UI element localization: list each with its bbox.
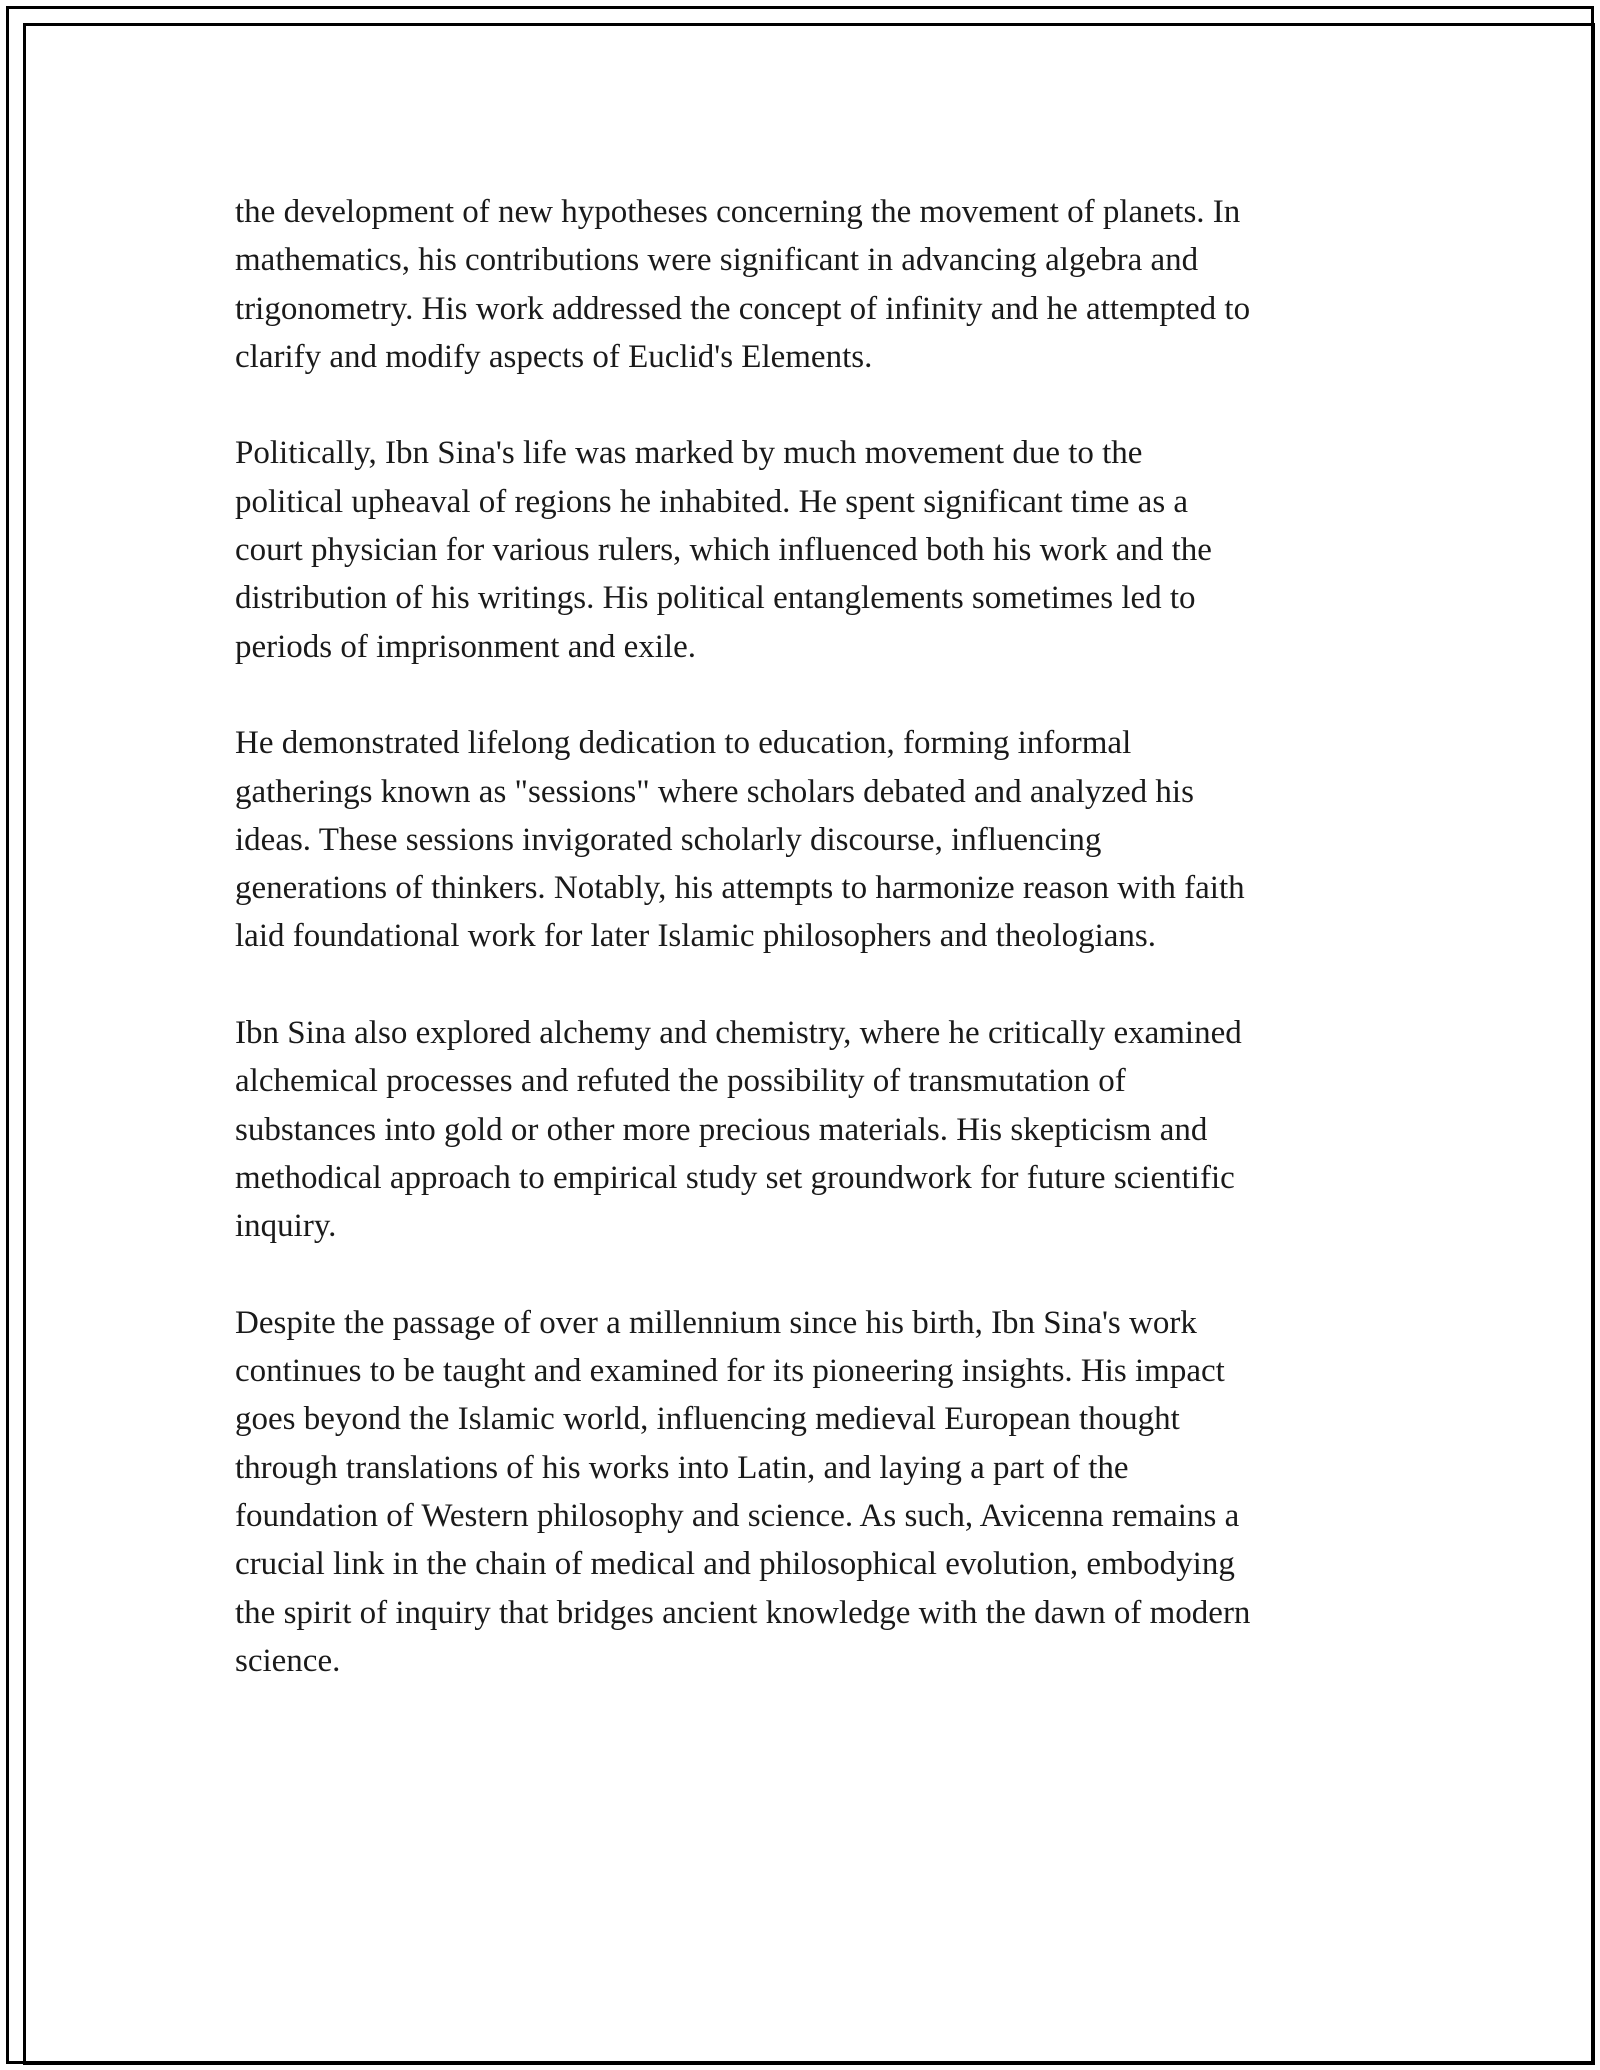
paragraph-education: He demonstrated lifelong dedication to education, forming informal gatherings known as "sessions" where scholars debated and analyzed his ideas. These sessions invigorated scholarly discourse, influencing generations of thinkers. Notably, his attempts to harmonize reason with faith laid foundational work for later Islamic philosophers and theologians. bbox=[235, 725, 1245, 955]
paragraph-political-life: Politically, Ibn Sina's life was marked by much movement due to the political upheaval of regions he inhabited. He spent significant time as a court physician for various rulers, which influenced both his work and the distribution of his writings. His political entanglements sometimes led to periods of imprisonment and exile. bbox=[235, 435, 1212, 665]
paragraph-astronomy-mathematics: the development of new hypotheses concerning the movement of planets. In mathematics, his contributions were significant in advancing algebra and trigonometry. His work addressed the concept of infinity and he attempted to clarify and modify aspects of Euclid's Elements. bbox=[235, 194, 1251, 375]
paragraph-alchemy: Ibn Sina also explored alchemy and chemistry, where he critically examined alchemical processes and refuted the possibility of transmutation of substances into gold or other more precious materials. His skepticism and methodical approach to empirical study set groundwork for future scientific inquiry. bbox=[235, 1015, 1242, 1245]
paragraph-legacy: Despite the passage of over a millennium since his birth, Ibn Sina's work continues to be taught and examined for its pioneering insights. His impact goes beyond the Islamic world, influencing medieval European thought through translations of his works into Latin, and laying a part of the foundation of Western philosophy and science. As such, Avicenna remains a crucial link in the chain of medical and philosophical evolution, embodying the spirit of inquiry that bridges ancient knowledge with the dawn of modern science. bbox=[235, 1304, 1251, 1679]
document-body bbox=[235, 188, 1380, 1734]
